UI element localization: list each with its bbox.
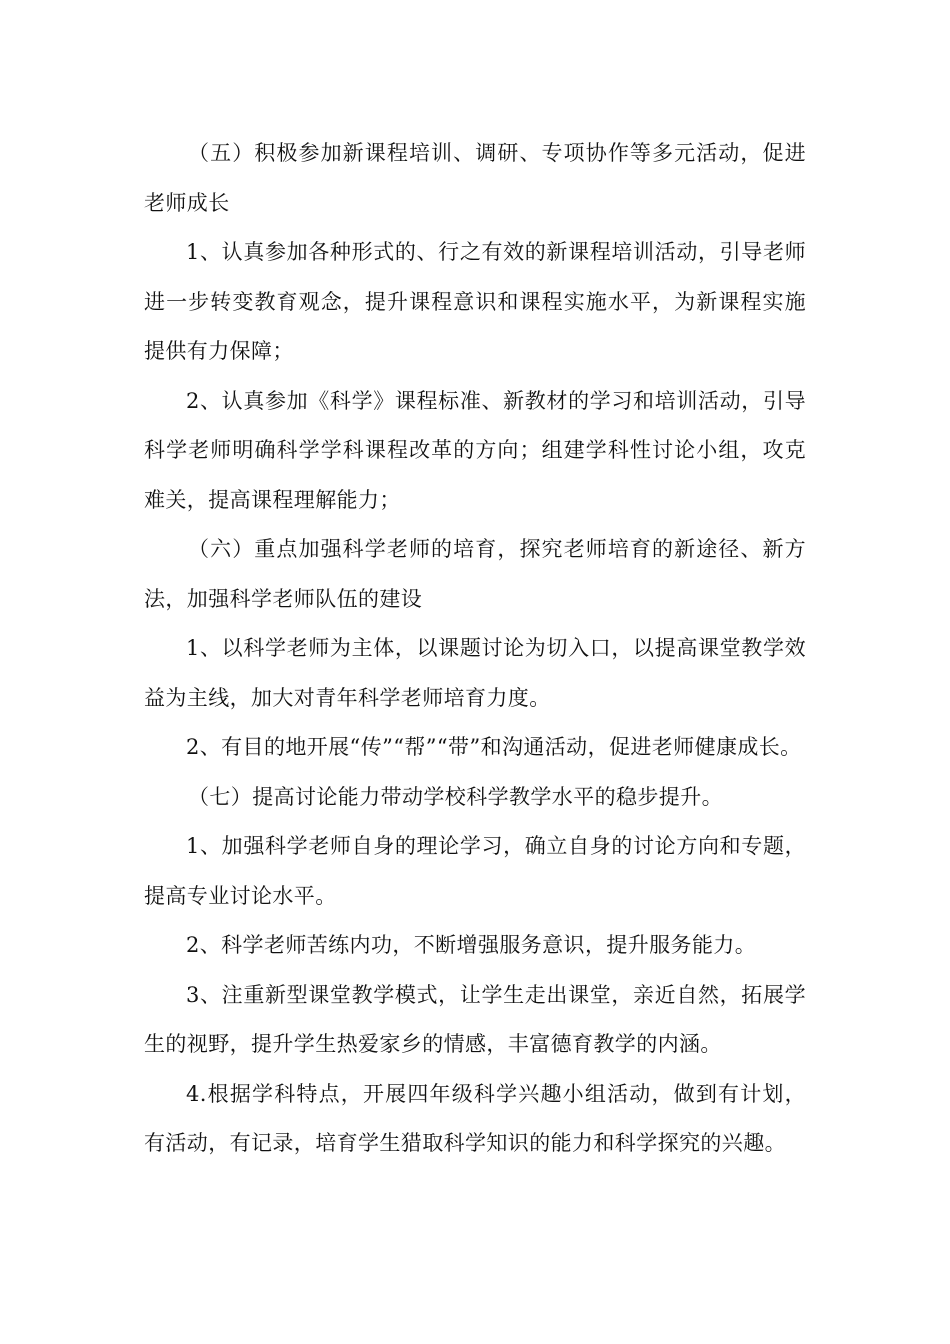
paragraph-item: 4.根据学科特点，开展四年级科学兴趣小组活动，做到有计划，有活动，有记录，培育学生猎取科学知识的能力和科学探究的兴趣。: [144, 1081, 806, 1155]
paragraph-item: 2、有目的地开展“传”“帮”“带”和沟通活动，促进老师健康成长。: [186, 735, 802, 759]
paragraph-item: 2、科学老师苦练内功，不断增强服务意识，提升服务能力。: [186, 933, 757, 957]
paragraph-item: 1、加强科学老师自身的理论学习，确立自身的讨论方向和专题，提高专业讨论水平。: [144, 834, 806, 908]
section-heading-7: （七）提高讨论能力带动学校科学教学水平的稳步提升。: [188, 784, 723, 809]
paragraph-item: 2、认真参加《科学》课程标准、新教材的学习和培训活动，引导科学老师明确科学学科课程改革的方向；组建学科性讨论小组，攻克难关，提高课程理解能力；: [144, 388, 806, 512]
paragraph-item: 1、认真参加各种形式的、行之有效的新课程培训活动，引导老师进一步转变教育观念，提升课程意识和课程实施水平，为新课程实施提供有力保障；: [144, 240, 806, 363]
section-heading-5: （五）积极参加新课程培训、调研、专项协作等多元活动，促进老师成长: [144, 141, 806, 215]
document-body: [144, 129, 806, 1169]
paragraph-item: 3、注重新型课堂教学模式，让学生走出课堂，亲近自然，拓展学生的视野，提升学生热爱家乡的情感，丰富德育教学的内涵。: [144, 982, 806, 1056]
paragraph-item: 1、以科学老师为主体，以课题讨论为切入口，以提高课堂教学效益为主线，加大对青年科学老师培育力度。: [144, 636, 806, 710]
section-heading-6: （六）重点加强科学老师的培育，探究老师培育的新途径、新方法，加强科学老师队伍的建设: [144, 537, 806, 611]
